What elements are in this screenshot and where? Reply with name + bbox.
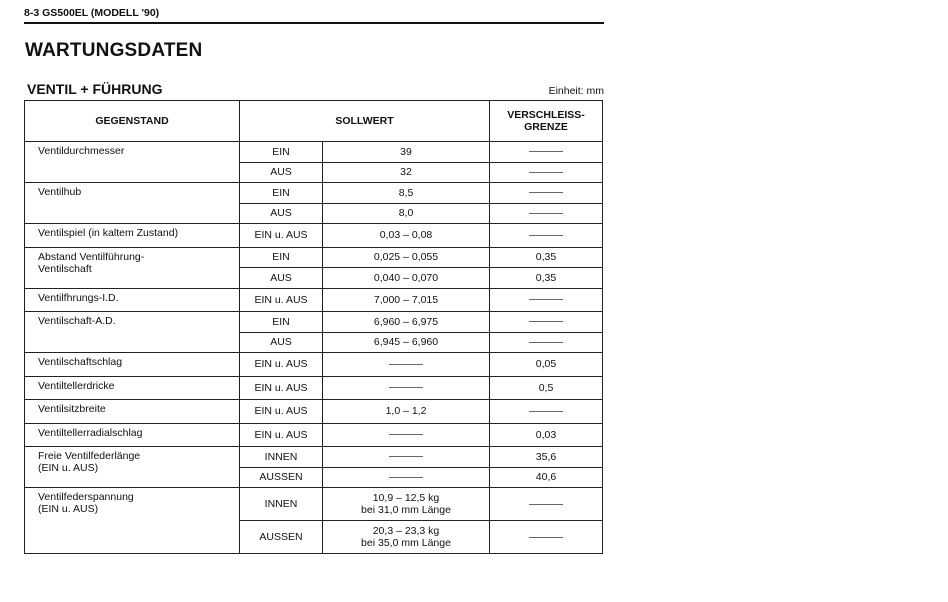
- dash-mark: [529, 537, 563, 538]
- dash-mark: [389, 387, 423, 388]
- item-label-line2: (EIN u. AUS): [38, 503, 99, 515]
- dash-mark: [529, 172, 563, 173]
- section-title: VENTIL + FÜHRUNG: [27, 81, 163, 97]
- item-label: Ventilschaft-A.D.: [38, 315, 116, 327]
- limit-cell: 40,6: [490, 467, 603, 488]
- item-cell: [25, 183, 240, 224]
- table-row: [25, 376, 603, 400]
- sub-cell: EIN u. AUS: [240, 224, 323, 248]
- value-cell: [323, 312, 490, 333]
- value-cell: [323, 268, 490, 289]
- item-label: Ventilschaftschlag: [38, 356, 123, 368]
- limit-cell: [490, 142, 603, 163]
- limit-cell: 0,35: [490, 247, 603, 268]
- sub-cell: EIN: [240, 247, 323, 268]
- value-cell: [323, 353, 490, 377]
- value-cell: [323, 183, 490, 204]
- value-text: 7,000 – 7,015: [373, 293, 439, 306]
- item-label: Freie Ventilfederlänge: [38, 450, 141, 462]
- dash-mark: [389, 434, 423, 435]
- value-text: 1,0 – 1,2: [385, 405, 427, 418]
- item-label-line2: Ventilschaft: [38, 262, 92, 275]
- item-cell: [25, 142, 240, 183]
- page-header: [24, 6, 604, 24]
- limit-cell: 35,6: [490, 447, 603, 468]
- sub-cell: AUS: [240, 268, 323, 289]
- value-cell: [323, 247, 490, 268]
- limit-cell: 0,5: [490, 376, 603, 400]
- sub-cell: EIN u. AUS: [240, 400, 323, 424]
- page-header-text: 8-3 GS500EL (MODELL '90): [24, 7, 160, 19]
- value-text: 39: [400, 145, 412, 158]
- dash-mark: [529, 235, 563, 236]
- dash-mark: [389, 477, 423, 478]
- value-text: 8,5: [398, 186, 414, 199]
- sub-cell: EIN: [240, 312, 323, 333]
- dash-mark: [529, 342, 563, 343]
- limit-cell: [490, 203, 603, 224]
- limit-cell: [490, 332, 603, 353]
- value-text: 6,960 – 6,975: [373, 315, 439, 328]
- value-cell: [323, 423, 490, 447]
- header-limit-line1: VERSCHLEISS-: [507, 109, 585, 121]
- value-cell: [323, 288, 490, 312]
- sub-cell: EIN u. AUS: [240, 288, 323, 312]
- table-header-row: [25, 101, 603, 142]
- header-limit-line2: GRENZE: [524, 121, 568, 133]
- header-item: GEGENSTAND: [25, 101, 240, 142]
- table-row: [25, 423, 603, 447]
- item-label: Ventilfhrungs-I.D.: [38, 291, 119, 304]
- page-title: WARTUNGSDATEN: [25, 40, 203, 61]
- item-label: Ventildurchmesser: [38, 145, 125, 157]
- limit-cell: 0,05: [490, 353, 603, 377]
- item-cell: [25, 400, 240, 424]
- table-row: [25, 488, 603, 521]
- dash-mark: [529, 213, 563, 214]
- table-row: [25, 142, 603, 163]
- limit-cell: [490, 312, 603, 333]
- sub-cell: INNEN: [240, 447, 323, 468]
- table-row: [25, 288, 603, 312]
- value-text: 0,03 – 0,08: [379, 229, 433, 242]
- sub-cell: AUSSEN: [240, 521, 323, 554]
- sub-cell: AUS: [240, 203, 323, 224]
- value-text: 6,945 – 6,960: [373, 336, 439, 349]
- item-cell: [25, 447, 240, 488]
- table-row: [25, 247, 603, 268]
- dash-mark: [529, 192, 563, 193]
- limit-cell: [490, 400, 603, 424]
- value-cell: [323, 203, 490, 224]
- value-cell: [323, 376, 490, 400]
- value-text-line2: bei 35,0 mm Länge: [361, 537, 451, 549]
- value-text: 10,9 – 12,5 kg: [372, 492, 440, 504]
- sub-cell: INNEN: [240, 488, 323, 521]
- limit-cell: 0,35: [490, 268, 603, 289]
- item-cell: [25, 353, 240, 377]
- value-text: 0,040 – 0,070: [373, 271, 439, 284]
- dash-mark: [389, 364, 423, 365]
- item-label: Ventilspiel (in kaltem Zustand): [38, 227, 179, 239]
- item-label: Ventilfederspannung: [38, 491, 134, 503]
- dash-mark: [529, 299, 563, 300]
- item-cell: [25, 247, 240, 288]
- item-cell: [25, 224, 240, 248]
- unit-label: Einheit: mm: [548, 85, 604, 97]
- table-row: [25, 400, 603, 424]
- limit-cell: [490, 162, 603, 183]
- item-label: Ventiltellerdricke: [38, 379, 115, 392]
- limit-cell: [490, 288, 603, 312]
- spec-table: [24, 100, 603, 554]
- item-cell: [25, 488, 240, 554]
- value-text: 0,025 – 0,055: [373, 251, 439, 264]
- sub-cell: AUS: [240, 162, 323, 183]
- item-cell: [25, 376, 240, 400]
- limit-cell: [490, 521, 603, 554]
- header-nominal: SOLLWERT: [240, 101, 490, 142]
- limit-cell: [490, 224, 603, 248]
- sub-cell: EIN: [240, 142, 323, 163]
- table-row: [25, 447, 603, 468]
- sub-cell: AUSSEN: [240, 467, 323, 488]
- value-text: 32: [400, 166, 412, 179]
- sub-cell: EIN u. AUS: [240, 353, 323, 377]
- item-cell: [25, 423, 240, 447]
- value-cell: [323, 488, 490, 521]
- item-cell: [25, 312, 240, 353]
- table-row: [25, 353, 603, 377]
- value-cell: [323, 400, 490, 424]
- value-cell: [323, 142, 490, 163]
- value-cell: [323, 521, 490, 554]
- value-text: 20,3 – 23,3 kg: [372, 525, 440, 537]
- item-label: Abstand Ventilführung-: [38, 250, 145, 263]
- sub-cell: EIN u. AUS: [240, 376, 323, 400]
- value-text: 8,0: [398, 207, 414, 220]
- table-row: [25, 224, 603, 248]
- sub-cell: EIN u. AUS: [240, 423, 323, 447]
- value-cell: [323, 447, 490, 468]
- limit-cell: [490, 183, 603, 204]
- value-cell: [323, 224, 490, 248]
- item-label: Ventilhub: [38, 186, 82, 198]
- value-cell: [323, 162, 490, 183]
- item-cell: [25, 288, 240, 312]
- value-text-line2: bei 31,0 mm Länge: [361, 504, 451, 516]
- dash-mark: [389, 456, 423, 457]
- item-label: Ventiltellerradialschlag: [38, 426, 143, 439]
- item-label-line2: (EIN u. AUS): [38, 462, 99, 474]
- limit-cell: 0,03: [490, 423, 603, 447]
- table-row: [25, 183, 603, 204]
- dash-mark: [529, 151, 563, 152]
- dash-mark: [529, 321, 563, 322]
- dash-mark: [529, 411, 563, 412]
- sub-cell: EIN: [240, 183, 323, 204]
- table-row: [25, 312, 603, 333]
- value-cell: [323, 467, 490, 488]
- item-label: Ventilsitzbreite: [38, 403, 106, 415]
- dash-mark: [529, 504, 563, 505]
- sub-cell: AUS: [240, 332, 323, 353]
- limit-cell: [490, 488, 603, 521]
- spec-table-body: [25, 101, 603, 554]
- value-cell: [323, 332, 490, 353]
- header-limit: [490, 101, 603, 142]
